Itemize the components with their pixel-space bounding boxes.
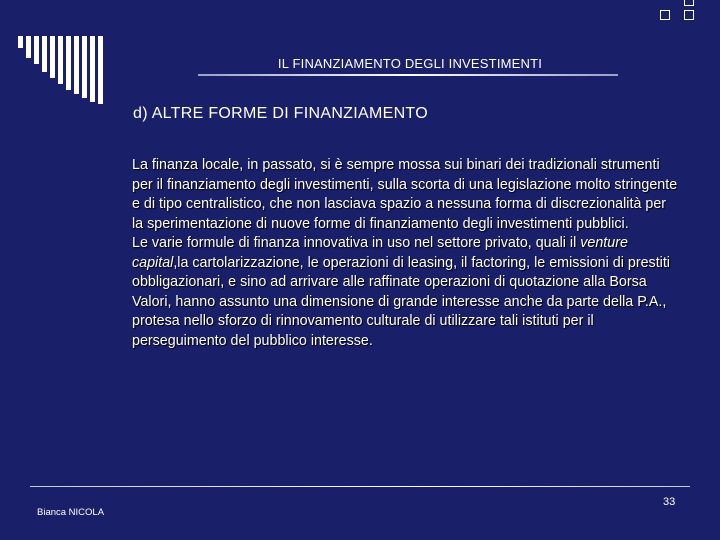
paragraph-2-before: Le varie formule di finanza innovativa in uso nel settore privato, quali il	[132, 235, 581, 251]
slide-title: IL FINANZIAMENTO DEGLI INVESTIMENTI	[277, 56, 543, 71]
footer-author: Bianca NICOLA	[37, 507, 105, 518]
decorative-bars	[18, 36, 128, 106]
footer-divider	[30, 486, 690, 487]
page-number: 33	[663, 496, 676, 508]
title-divider	[198, 74, 618, 76]
section-subtitle: d) ALTRE FORME DI FINANZIAMENTO	[133, 105, 428, 122]
paragraph-2-after: ,la cartolarizzazione, le operazioni di leasing, il factoring, le emissioni di prestiti obbligazionari, e sino ad arrivare alle raffinate operazioni di quotazione alla Borsa Valori, hanno assunto una dimensione di grande interesse anche da parte della P.A., protesa nello sforzo di rinnovamento culturale di utilizzare tali istituti per il perseguimento del pubblico interesse.	[132, 254, 670, 349]
paragraph-2	[132, 234, 680, 351]
body-text	[132, 156, 680, 351]
paragraph-2-italic: venture capital	[132, 235, 628, 271]
paragraph-1: La finanza locale, in passato, si è sempre mossa sui binari dei tradizionali strumenti per il finanziamento degli investimenti, sulla scorta di una legislazione molto stringente e di tipo centralistico, che non lasciava spazio a nessuna forma di discrezionalità per la sperimentazione di nuove forme di finanziamento degli investimenti pubblici.	[132, 157, 678, 232]
